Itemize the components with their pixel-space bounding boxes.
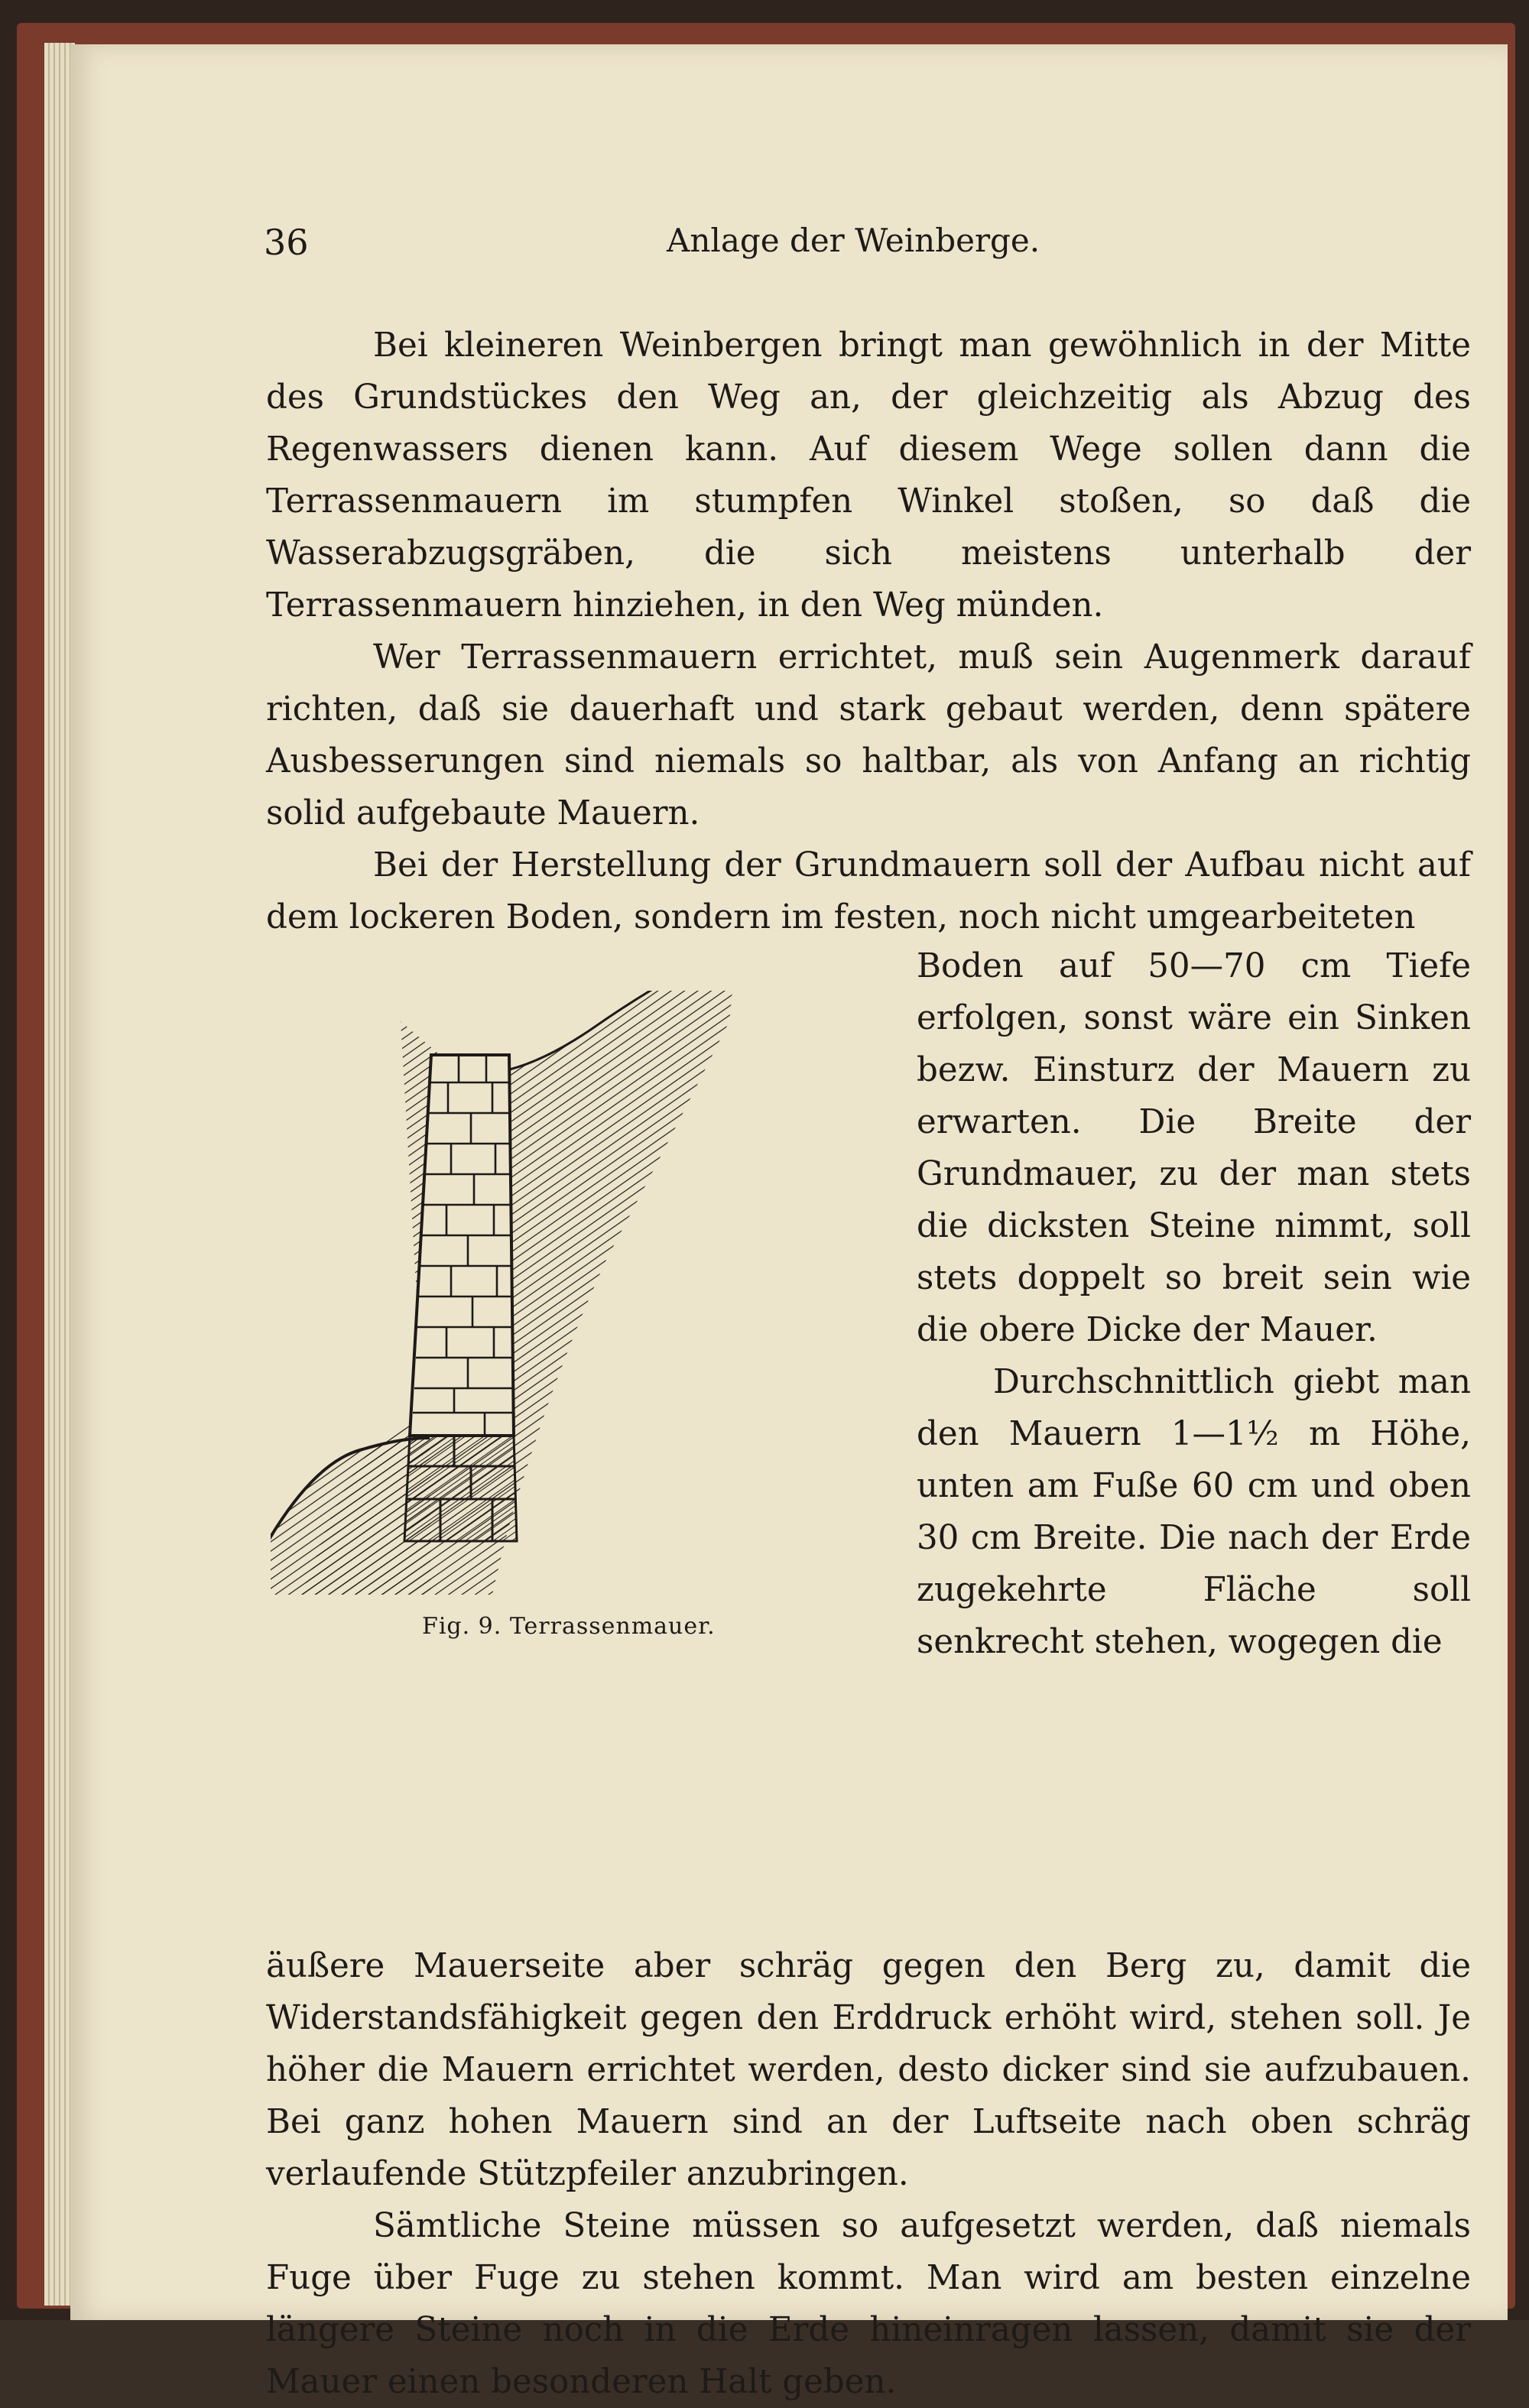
book-page xyxy=(70,44,1508,2401)
page-number: 36 xyxy=(264,222,309,263)
terrace-wall-illustration xyxy=(271,991,913,1618)
text-block-top xyxy=(266,320,1471,943)
figure-caption: Fig. 9. Terrassenmauer. xyxy=(422,1613,716,1640)
paragraph-5: Sämtliche Steine müssen so aufgesetzt werden, daß niemals Fuge über Fuge zu stehen kommt. Man wird am besten einzelne längere Steine noch in die Erde hineinragen lassen, damit sie der Mauer einen besonderen Halt geben. xyxy=(266,2207,1471,2401)
wall-foundation xyxy=(404,1436,517,1541)
running-head-title: Anlage der Weinberge. xyxy=(667,222,1040,259)
paragraph-4-start: Durchschnittlich giebt man den Mauern 1—1½ m Höhe, unten am Fuße 60 cm und oben 30 cm Breite. Die nach der Erde zugekehrte Fläche soll senkrecht stehen, wogegen die xyxy=(917,1363,1471,1661)
paragraph-3-continued: Boden auf 50—70 cm Tiefe erfolgen, sonst wäre ein Sinken bezw. Einsturz der Mauern zu erwarten. Die Breite der Grundmauer, zu der man stets die dicksten Steine nimmt, soll stets doppelt so breit sein wie die obere Dicke der Mauer. xyxy=(917,947,1471,1349)
paragraph-4-end: äußere Mauerseite aber schräg gegen den Berg zu, damit die Widerstandsfähigkeit gegen den Erddruck erhöht wird, stehen soll. Je höher die Mauern errichtet werden, desto dicker sind sie aufzubauen. Bei ganz hohen Mauern sind an der Luftseite nach oben schräg verlaufende Stützpfeiler anzubringen. xyxy=(266,1947,1471,2193)
paragraph-2: Wer Terrassenmauern errichtet, muß sein Augenmerk darauf richten, daß sie dauerhaft und stark gebaut werden, denn spätere Ausbesserungen sind niemals so haltbar, als von Anfang an richtig solid aufgebaute Mauern. xyxy=(266,638,1471,832)
text-block-bottom xyxy=(266,1940,1471,2408)
paragraph-3-start: Bei der Herstellung der Grundmauern soll der Aufbau nicht auf dem lockeren Boden, sondern im festen, noch nicht umgearbeiteten xyxy=(266,846,1471,936)
running-head xyxy=(70,222,1508,268)
paragraph-1: Bei kleineren Weinbergen bringt man gewöhnlich in der Mitte des Grundstückes den Weg an, der gleichzeitig als Abzug des Regenwassers dienen kann. Auf diesem Wege sollen dann die Terrassenmauern im stumpfen Winkel stoßen, so daß die Wasserabzugsgräben, die sich meistens unterhalb der Terrassenmauern hinziehen, in den Weg münden. xyxy=(266,326,1471,625)
text-beside-figure xyxy=(917,940,1471,1668)
figure-terrace-wall xyxy=(271,991,913,1618)
